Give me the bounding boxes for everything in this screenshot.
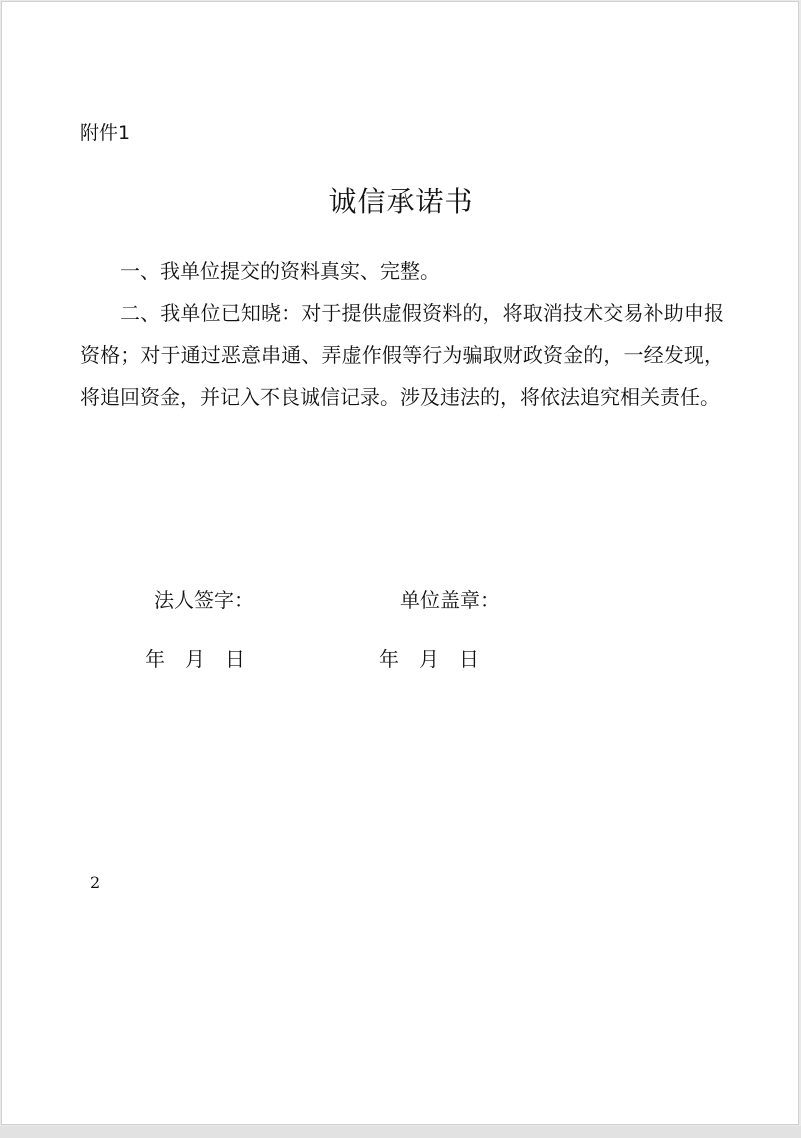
document-page [1, 1, 799, 1125]
document-body [80, 250, 724, 418]
date-day: 日 [459, 647, 479, 671]
paragraph-1: 一、我单位提交的资料真实、完整。 [120, 259, 440, 283]
date-year: 年 [379, 647, 399, 671]
date-year: 年 [145, 647, 165, 671]
document-title: 诚信承诺书 [328, 185, 474, 218]
signature-date-right [379, 646, 479, 672]
page-gap-bar [0, 1126, 801, 1138]
paragraph-2: 二、我单位已知晓：对于提供虚假资料的，将取消技术交易补助申报资格；对于通过恶意串通、弄虚作假等行为骗取财政资金的，一经发现，将追回资金，并记入不良诚信记录。涉及违法的，将依法追究相关责任。 [80, 301, 724, 409]
date-day: 日 [225, 647, 245, 671]
unit-seal-label: 单位盖章： [400, 588, 500, 612]
page-number: 2 [90, 873, 101, 892]
date-month: 月 [419, 647, 439, 671]
signature-date-left [145, 646, 245, 672]
attachment-label: 附件1 [80, 122, 131, 144]
legal-person-signature-label: 法人签字： [154, 588, 254, 612]
date-month: 月 [185, 647, 205, 671]
